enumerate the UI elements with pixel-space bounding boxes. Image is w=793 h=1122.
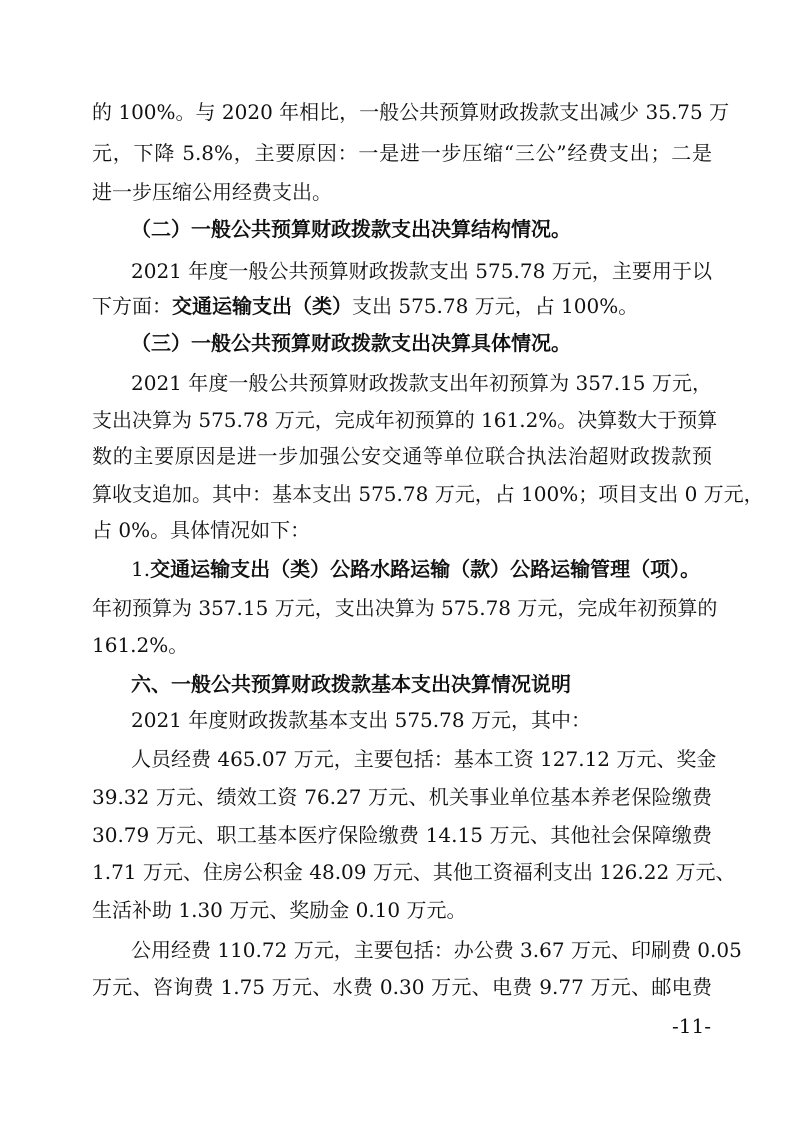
paragraph-line: 数的主要原因是进一步加强公安交通等单位联合执法治超财政拨款预 [92,444,712,468]
section-heading-3: （三）一般公共预算财政拨款支出决算具体情况。 [131,331,571,355]
paragraph-line: 进一步压缩公用经费支出。 [92,180,332,204]
paragraph-line: 元，下降 5.8%，主要原因：一是进一步压缩“三公”经费支出；二是 [92,141,712,165]
paragraph-line: 2021 年度财政拨款基本支出 575.78 万元，其中： [131,708,591,732]
paragraph-text: 支出 575.78 万元，占 100%。 [352,294,639,318]
paragraph-line: 生活补助 1.30 万元、奖励金 0.10 万元。 [92,898,467,922]
paragraph-line: 万元、咨询费 1.75 万元、水费 0.30 万元、电费 9.77 万元、邮电费 [92,975,712,999]
paragraph-line: 支出决算为 575.78 万元，完成年初预算的 161.2%。决算数大于预算 [92,408,718,432]
paragraph-line: 1.71 万元、住房公积金 48.09 万元、其他工资福利支出 126.22 万元、 [92,860,736,884]
list-item-heading [131,555,751,583]
paragraph-line: 公用经费 110.72 万元，主要包括：办公费 3.67 万元、印刷费 0.05 [131,938,742,962]
paragraph-line: 算收支追加。其中：基本支出 575.78 万元，占 100%；项目支出 0 万元， [92,482,764,506]
section-heading-2: （二）一般公共预算财政拨款支出决算结构情况。 [131,217,571,241]
page-number: -11- [672,1014,711,1038]
section-heading-6: 六、一般公共预算财政拨款基本支出决算情况说明 [131,672,571,696]
paragraph-line: 161.2%。 [92,633,189,657]
paragraph-line [92,292,712,320]
paragraph-line: 年初预算为 357.15 万元，支出决算为 575.78 万元，完成年初预算的 [92,596,718,620]
list-item-number: 1. [131,557,151,581]
list-item-title: 交通运输支出（类）公路水路运输（款）公路运输管理（项）。 [150,557,701,581]
paragraph-line: 2021 年度一般公共预算财政拨款支出 575.78 万元，主要用于以 [131,259,712,283]
paragraph-text: 下方面： [92,294,172,318]
paragraph-line: 的 100%。与 2020 年相比，一般公共预算财政拨款支出减少 35.75 万 [92,100,730,124]
paragraph-line: 39.32 万元、绩效工资 76.27 万元、机关事业单位基本养老保险缴费 [92,785,712,809]
category-emphasis: 交通运输支出（类） [172,294,352,318]
paragraph-line: 占 0%。具体情况如下： [92,518,311,542]
paragraph-line: 人员经费 465.07 万元，主要包括：基本工资 127.12 万元、奖金 [131,747,717,771]
paragraph-line: 2021 年度一般公共预算财政拨款支出年初预算为 357.15 万元， [131,371,712,395]
paragraph-line: 30.79 万元、职工基本医疗保险缴费 14.15 万元、其他社会保障缴费 [92,823,712,847]
